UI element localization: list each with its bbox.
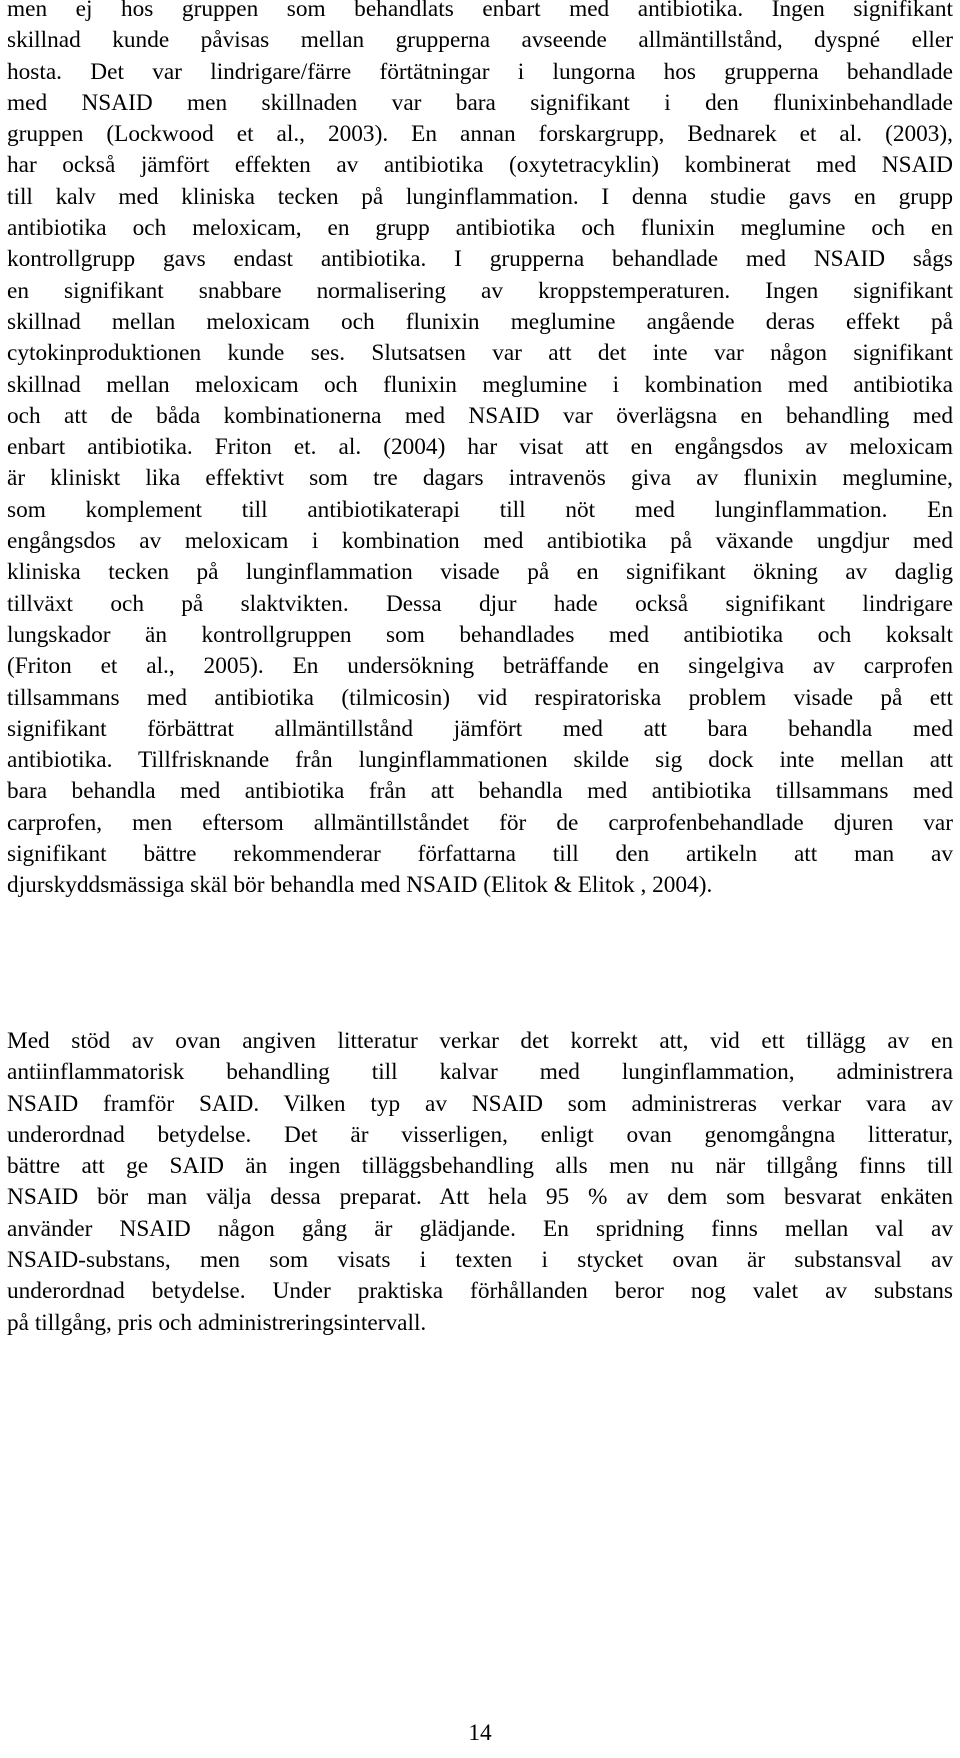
paragraph-1 — [7, 0, 953, 902]
paragraph-line: djurskyddsmässiga skäl bör behandla med NSAID (Elitok & Elitok , 2004). — [7, 872, 713, 899]
paragraph-line: har också jämfört effekten av antibiotika (oxytetracyklin) kombinerat med NSAID — [7, 152, 953, 179]
paragraph-line: till kalv med kliniska tecken på lunginflammation. I denna studie gavs en grupp — [7, 183, 953, 210]
paragraph-line: carprofen, men eftersom allmäntillståndet för de carprofenbehandlade djuren var — [7, 809, 953, 836]
paragraph-line: bara behandla med antibiotika från att behandla med antibiotika tillsammans med — [7, 778, 953, 805]
paragraph-line: tillväxt och på slaktvikten. Dessa djur hade också signifikant lindrigare — [7, 590, 953, 617]
paragraph-line: men ej hos gruppen som behandlats enbart med antibiotika. Ingen signifikant — [7, 0, 953, 22]
paragraph-line: antibiotika och meloxicam, en grupp antibiotika och flunixin meglumine och en — [7, 215, 953, 242]
paragraph-line: skillnad kunde påvisas mellan grupperna avseende allmäntillstånd, dyspné eller — [7, 27, 953, 54]
paragraph-line: underordnad betydelse. Det är visserligen, enligt ovan genomgångna litteratur, — [7, 1121, 953, 1148]
paragraph-line: hosta. Det var lindrigare/färre förtätningar i lungorna hos grupperna behandlade — [7, 58, 953, 85]
paragraph-line: Med stöd av ovan angiven litteratur verkar det korrekt att, vid ett tillägg av en — [7, 1028, 953, 1054]
paragraph-line: med NSAID men skillnaden var bara signifikant i den flunixinbehandlade — [7, 89, 953, 116]
paragraph-line: engångsdos av meloxicam i kombination med antibiotika på växande ungdjur med — [7, 528, 953, 555]
paragraph-line: som komplement till antibiotikaterapi till nöt med lunginflammation. En — [7, 496, 953, 523]
paragraph-line: kontrollgrupp gavs endast antibiotika. I grupperna behandlade med NSAID sågs — [7, 246, 953, 273]
paragraph-line: tillsammans med antibiotika (tilmicosin) vid respiratoriska problem visade på ett — [7, 684, 953, 711]
paragraph-line: antiinflammatorisk behandling till kalvar med lunginflammation, administrera — [7, 1059, 953, 1086]
paragraph-line: lungskador än kontrollgruppen som behandlades med antibiotika och koksalt — [7, 621, 953, 648]
paragraph-line: signifikant bättre rekommenderar författarna till den artikeln att man av — [7, 841, 953, 868]
paragraph-line: enbart antibiotika. Friton et. al. (2004) har visat att en engångsdos av meloxicam — [7, 434, 953, 461]
paragraph-line: (Friton et al., 2005). En undersökning beträffande en singelgiva av carprofen — [7, 653, 953, 680]
paragraph-line: och att de båda kombinationerna med NSAID var överlägsna en behandling med — [7, 402, 953, 429]
paragraph-line: NSAID framför SAID. Vilken typ av NSAID som administreras verkar vara av — [7, 1090, 953, 1117]
paragraph-line: en signifikant snabbare normalisering av kroppstemperaturen. Ingen signifikant — [7, 277, 953, 304]
paragraph-2 — [7, 1026, 953, 1339]
paragraph-line: skillnad mellan meloxicam och flunixin meglumine i kombination med antibiotika — [7, 371, 953, 398]
page-number: 14 — [468, 1720, 492, 1746]
paragraph-line: NSAID bör man välja dessa preparat. Att hela 95 % av dem som besvarat enkäten — [7, 1184, 953, 1211]
paragraph-line: skillnad mellan meloxicam och flunixin meglumine angående deras effekt på — [7, 308, 953, 335]
paragraph-line: NSAID-substans, men som visats i texten i stycket ovan är substansval av — [7, 1247, 953, 1274]
paragraph-line: på tillgång, pris och administreringsintervall. — [7, 1309, 427, 1336]
paragraph-line: cytokinproduktionen kunde ses. Slutsatsen var att det inte var någon signifikant — [7, 340, 953, 367]
paragraph-line: antibiotika. Tillfrisknande från lunginflammationen skilde sig dock inte mellan att — [7, 747, 953, 774]
paragraph-line: använder NSAID någon gång är glädjande. En spridning finns mellan val av — [7, 1215, 953, 1242]
paragraph-line: signifikant förbättrat allmäntillstånd jämfört med att bara behandla med — [7, 715, 953, 742]
paragraph-line: gruppen (Lockwood et al., 2003). En annan forskargrupp, Bednarek et al. (2003), — [7, 121, 953, 148]
paragraph-line: kliniska tecken på lunginflammation visade på en signifikant ökning av daglig — [7, 559, 953, 586]
paragraph-line: bättre att ge SAID än ingen tilläggsbehandling alls men nu när tillgång finns till — [7, 1153, 953, 1180]
paragraph-line: underordnad betydelse. Under praktiska förhållanden beror nog valet av substans — [7, 1278, 953, 1305]
paragraph-line: är kliniskt lika effektivt som tre dagars intravenös giva av flunixin meglumine, — [7, 465, 953, 492]
